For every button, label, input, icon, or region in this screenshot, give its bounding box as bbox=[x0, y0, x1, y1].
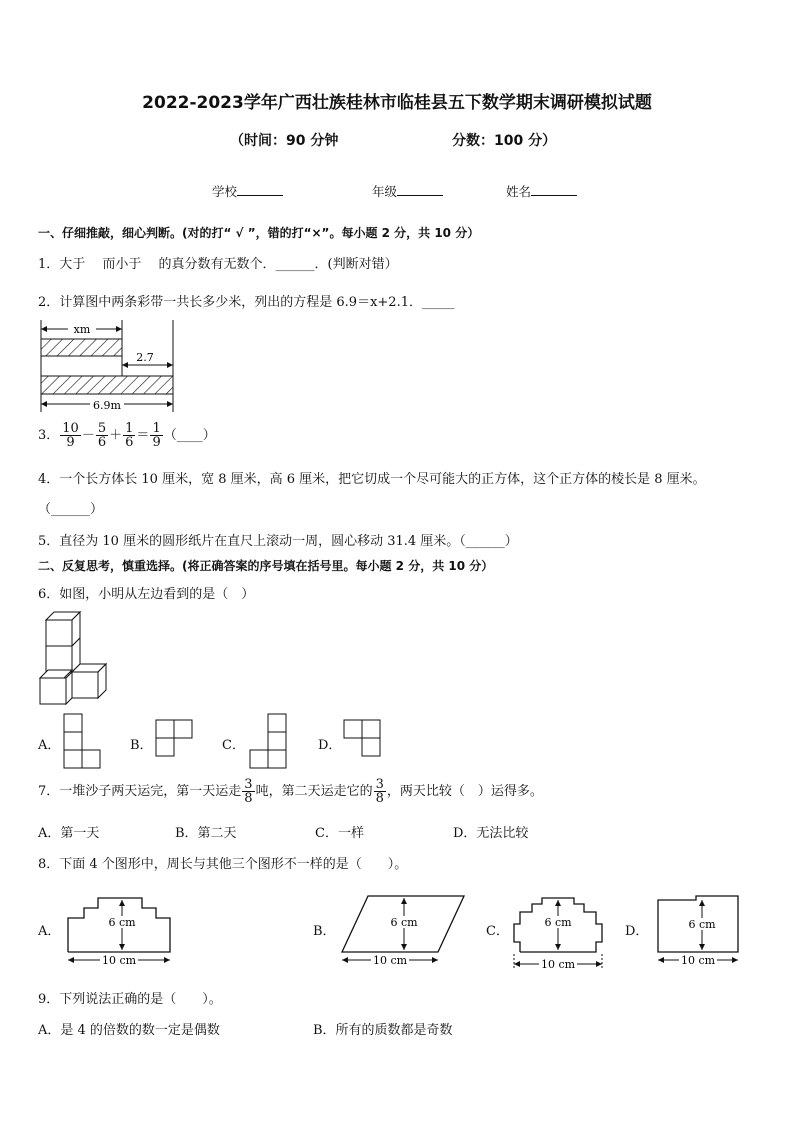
school-field bbox=[212, 182, 283, 200]
name-field bbox=[506, 182, 577, 200]
q6-option-d-figure bbox=[342, 718, 386, 760]
fraction: $\frac{10}{9}$ bbox=[62, 421, 79, 450]
minus-sign: － bbox=[81, 428, 95, 443]
width-label: 10 cm bbox=[540, 958, 576, 971]
q7-option-a[interactable]: A．第一天 bbox=[38, 826, 100, 841]
fraction: $\frac{1}{9}$ bbox=[152, 421, 161, 450]
fraction: $\frac{3}{8}$ bbox=[244, 777, 253, 806]
width-label: 10 cm bbox=[680, 954, 716, 967]
q7-text-c: ，两天比较（ ）运得多。 bbox=[386, 784, 543, 799]
height-label: 6 cm bbox=[390, 916, 418, 929]
q8-option-d-label[interactable]: D． bbox=[625, 924, 649, 939]
label-xm: xm bbox=[73, 323, 91, 336]
name-blank[interactable] bbox=[531, 183, 577, 196]
width-label: 10 cm bbox=[372, 954, 408, 967]
plus-sign: ＋ bbox=[109, 428, 123, 443]
q6-option-b-figure bbox=[154, 718, 198, 760]
q9-option-b[interactable]: B．所有的质数都是奇数 bbox=[313, 1023, 453, 1038]
q7-option-c[interactable]: C．一样 bbox=[315, 826, 364, 841]
q7-text-b: 吨，第二天运走它的 bbox=[255, 784, 373, 799]
fraction: $\frac{5}{6}$ bbox=[97, 421, 107, 450]
q8-option-b-figure bbox=[336, 890, 470, 970]
question-5: 5．直径为 10 厘米的圆形纸片在直尺上滚动一周，圆心移动 31.4 厘米。（______） bbox=[38, 534, 518, 549]
label-6-9m: 6.9m bbox=[93, 399, 121, 412]
height-label: 6 cm bbox=[688, 918, 716, 931]
answer-blank[interactable]: （____） bbox=[163, 428, 216, 443]
q6-option-d-label[interactable]: D． bbox=[318, 738, 342, 753]
school-label: 学校 bbox=[212, 184, 238, 199]
grade-blank[interactable] bbox=[397, 183, 443, 196]
question-9: 9．下列说法正确的是（ ）。 bbox=[38, 992, 222, 1007]
name-label: 姓名 bbox=[506, 184, 532, 199]
question-3 bbox=[38, 422, 216, 449]
fraction: $\frac{3}{8}$ bbox=[375, 777, 384, 806]
q6-option-c-figure bbox=[246, 712, 290, 772]
height-label: 6 cm bbox=[108, 916, 136, 929]
q6-option-a-figure bbox=[62, 712, 104, 772]
grade-field bbox=[372, 182, 443, 200]
school-blank[interactable] bbox=[237, 183, 283, 196]
q6-option-b-label[interactable]: B． bbox=[130, 738, 153, 753]
q9-option-a[interactable]: A．是 4 的倍数的数一定是偶数 bbox=[38, 1023, 220, 1038]
grade-label: 年级 bbox=[372, 184, 398, 199]
question-2: 2．计算图中两条彩带一共长多少米，列出的方程是 6.9＝x+2.1．_____ bbox=[38, 295, 455, 310]
q8-option-c-figure bbox=[508, 890, 608, 974]
q8-option-a-figure bbox=[62, 890, 180, 970]
question-1: 1．大于 而小于 的真分数有无数个．______．(判断对错） bbox=[38, 257, 398, 272]
q7-option-d[interactable]: D．无法比较 bbox=[453, 826, 529, 841]
fraction: $\frac{1}{6}$ bbox=[125, 421, 134, 450]
q8-option-d-figure bbox=[650, 890, 746, 970]
q6-option-c-label[interactable]: C． bbox=[222, 738, 245, 753]
q8-option-a-label[interactable]: A． bbox=[38, 924, 61, 939]
q7-option-b[interactable]: B．第二天 bbox=[175, 826, 237, 841]
equals-sign: ＝ bbox=[136, 428, 150, 443]
cube-stack-figure bbox=[38, 608, 108, 708]
q6-option-a-label[interactable]: A． bbox=[38, 738, 61, 753]
question-4-blank[interactable]: （______） bbox=[38, 502, 104, 517]
score-label: 分数：100 分） bbox=[452, 133, 557, 149]
ribbon-diagram bbox=[38, 318, 178, 414]
page-title: 2022-2023学年广西壮族桂林市临桂县五下数学期末调研模拟试题 bbox=[142, 93, 652, 113]
section-2-heading: 二、反复思考，慎重选择。(将正确答案的序号填在括号里。每小题 2 分，共 10 分） bbox=[38, 559, 494, 573]
q3-number: 3． bbox=[38, 428, 60, 443]
label-2-7: 2.7 bbox=[136, 351, 154, 364]
question-6: 6．如图，小明从左边看到的是（ ） bbox=[38, 587, 255, 602]
q7-text-a: 7．一堆沙子两天运完，第一天运走 bbox=[38, 784, 242, 799]
time-label: （时间：90 分钟 bbox=[230, 133, 339, 149]
width-label: 10 cm bbox=[101, 954, 137, 967]
question-8: 8．下面 4 个图形中，周长与其他三个图形不一样的是（ ）。 bbox=[38, 857, 408, 872]
question-7 bbox=[38, 778, 543, 805]
question-4: 4．一个长方体长 10 厘米，宽 8 厘米，高 6 厘米，把它切成一个尽可能大的正方体，这个正方体的棱长是 8 厘米。 bbox=[38, 472, 706, 487]
q8-option-c-label[interactable]: C． bbox=[486, 924, 509, 939]
height-label: 6 cm bbox=[544, 916, 572, 929]
q8-option-b-label[interactable]: B． bbox=[313, 924, 336, 939]
section-1-heading: 一、仔细推敲，细心判断。(对的打“ √ ”，错的打“×”。每小题 2 分，共 10 分） bbox=[38, 226, 480, 240]
